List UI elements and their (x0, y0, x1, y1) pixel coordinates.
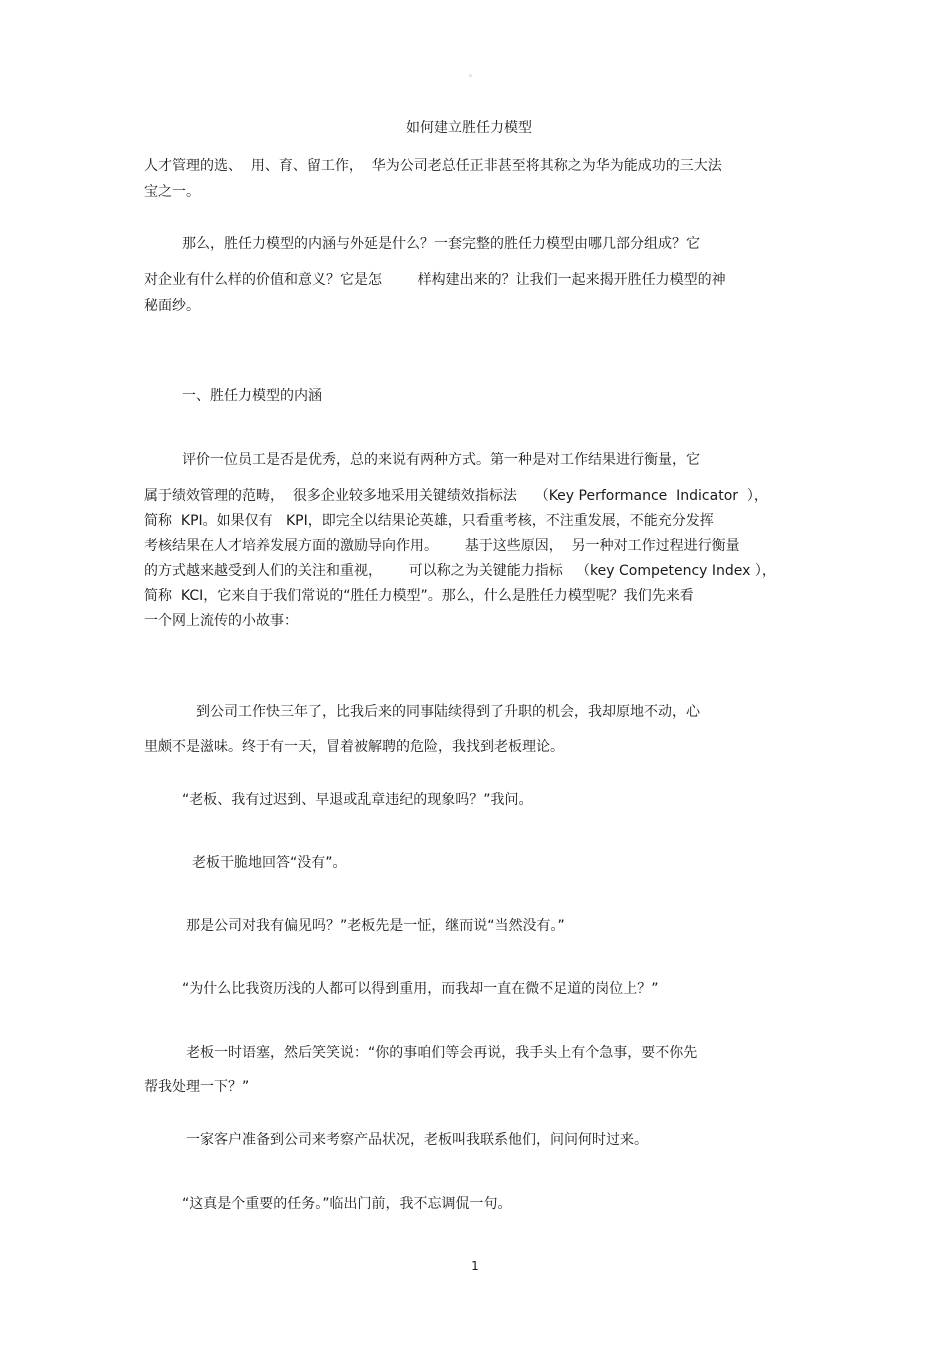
text-line: 对企业有什么样的价值和意义？它是怎 样构建出来的？让我们一起来揭开胜任力模型的神 (144, 272, 726, 288)
text-line: 人才管理的选、 用、育、留工作， 华为公司老总任正非甚至将其称之为华为能成功的三大法 (144, 158, 722, 174)
page-title: 如何建立胜任力模型 (406, 120, 532, 136)
text-line: 那么，胜任力模型的内涵与外延是什么？一套完整的胜任力模型由哪几部分组成？它 (182, 236, 700, 252)
page-number: 1 (471, 1259, 479, 1273)
top-mark: 。 (469, 69, 477, 78)
text-line: 简称 KPI。如果仅有 KPI，即完全以结果论英雄，只看重考核，不注重发展，不能充分发挥 (144, 513, 714, 529)
text-line: 老板一时语塞，然后笑笑说：“你的事咱们等会再说，我手头上有个急事，要不你先 (186, 1045, 698, 1061)
text-line: 里颇不是滋味。终于有一天，冒着被解聘的危险，我找到老板理论。 (144, 739, 564, 755)
text-line: “老板、我有过迟到、早退或乱章违纪的现象吗？”我问。 (182, 792, 533, 808)
text-line: 属于绩效管理的范畴， 很多企业较多地采用关键绩效指标法 （Key Performance Indicator ）， (144, 488, 768, 504)
section-heading: 一、胜任力模型的内涵 (182, 388, 322, 404)
text-line: 考核结果在人才培养发展方面的激励导向作用。 基于这些原因， 另一种对工作过程进行衡量 (144, 538, 740, 554)
text-line: 简称 KCI，它来自于我们常说的“胜任力模型”。那么，什么是胜任力模型呢？我们先来看 (144, 588, 694, 604)
text-line: 一家客户准备到公司来考察产品状况，老板叫我联系他们，问问何时过来。 (186, 1132, 648, 1148)
text-line: “为什么比我资历浅的人都可以得到重用，而我却一直在微不足道的岗位上？” (182, 981, 659, 997)
text-line: “这真是个重要的任务。”临出门前，我不忘调侃一句。 (182, 1196, 512, 1212)
text-line: 宝之一。 (144, 184, 200, 200)
text-line: 那是公司对我有偏见吗？”老板先是一怔，继而说“当然没有。” (186, 918, 565, 934)
text-line: 到公司工作快三年了，比我后来的同事陆续得到了升职的机会，我却原地不动，心 (196, 704, 700, 720)
text-line: 的方式越来越受到人们的关注和重视， 可以称之为关键能力指标 （key Competency Index ）， (144, 563, 776, 579)
text-line: 一个网上流传的小故事： (144, 613, 298, 629)
text-line: 评价一位员工是否是优秀，总的来说有两种方式。第一种是对工作结果进行衡量，它 (182, 452, 700, 468)
text-line: 秘面纱。 (144, 298, 200, 314)
text-line: 老板干脆地回答“没有”。 (192, 855, 347, 871)
text-line: 帮我处理一下？” (144, 1079, 250, 1095)
